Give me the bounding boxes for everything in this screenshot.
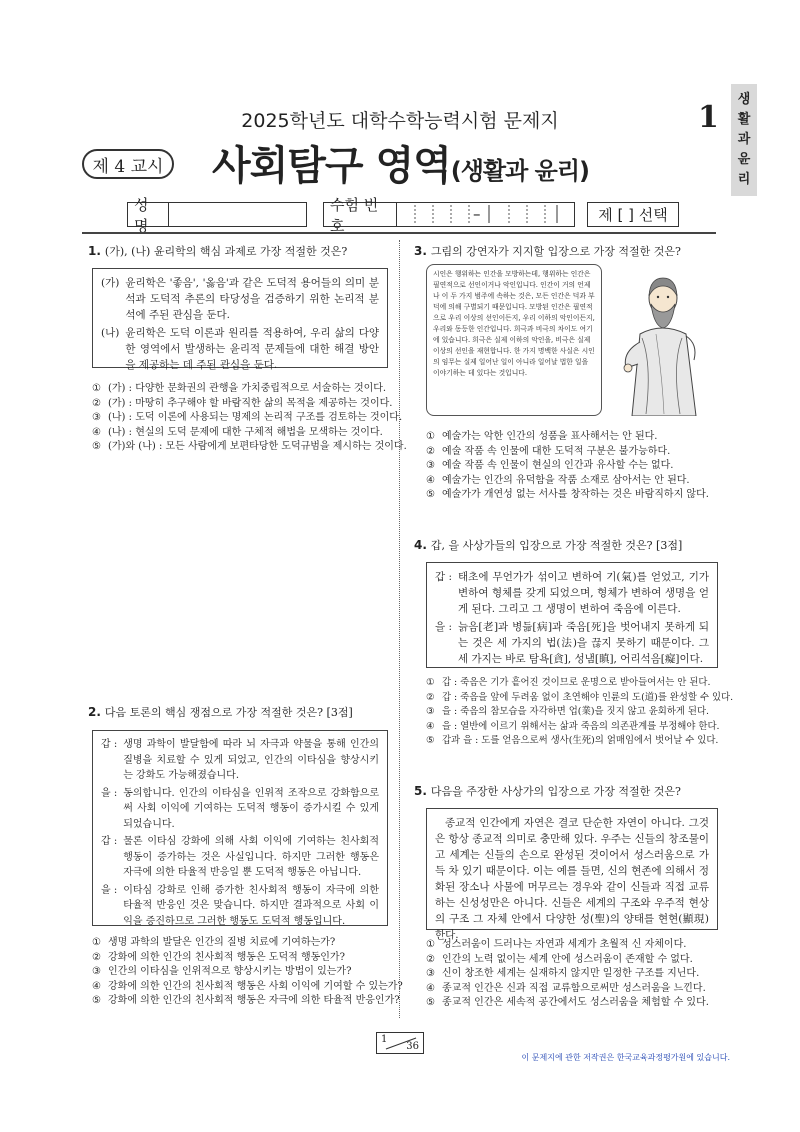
question-number: 3. bbox=[414, 244, 427, 258]
question-number: 1. bbox=[88, 244, 101, 258]
question-2-prompt bbox=[88, 705, 388, 720]
lecturer-figure-illustration bbox=[612, 264, 714, 416]
side-tab-char: 생 bbox=[737, 92, 751, 107]
question-text: 다음 토론의 핵심 쟁점으로 가장 적절한 것은? [3점] bbox=[104, 706, 353, 719]
answer-choice[interactable] bbox=[92, 411, 403, 426]
answer-choice[interactable] bbox=[426, 720, 726, 735]
passage-tag: 을 : bbox=[435, 621, 453, 633]
choice-mark: ③ bbox=[426, 706, 435, 717]
answer-choice[interactable] bbox=[426, 996, 726, 1011]
lecturer-speech-bubble: 시인은 행위하는 인간을 모방하는데, 행위하는 인간은 필연적으로 선인이거나 악인입니다. 인간이 거의 언제나 이 두 가지 범주에 속하는 것은, 모든 인간은 덕과 부덕에 의해 구별되기 때문입니다. 모방된 인간은 필연적으로 우리 이상의 선인이든지, 우리 이하의 악인이든지, 우리와 동등한 인간입니다. 희극과 비극의 차이도 여기에 있습니다. 희극은 실제 이하의 악인을, 비극은 실제 이상의 선인을 재현합니다. 한 가지 명백한 사실은 시인의 임무는 실제 일어난 일이 아니라 일어날 법한 일을 이야기하는 데 있다는 것입니다. bbox=[426, 264, 602, 416]
choice-text: (나) : 도덕 이론에 사용되는 명제의 논리적 구조를 검토하는 것이다. bbox=[108, 412, 403, 423]
question-text: (가), (나) 윤리학의 핵심 과제로 가장 적절한 것은? bbox=[104, 245, 348, 258]
choice-mark: ① bbox=[426, 939, 435, 950]
question-5-prompt bbox=[414, 784, 724, 799]
passage-text: 윤리학은 '좋음', '옳음'과 같은 도덕적 용어들의 의미 분석과 도덕적 추론의 타당성을 검증하기 위한 논리적 분석에 주된 관심을 둔다. bbox=[125, 277, 379, 321]
question-5-choices bbox=[426, 938, 726, 1011]
passage-tag: (나) bbox=[101, 327, 120, 339]
answer-choice[interactable] bbox=[426, 474, 726, 489]
passage-text: 태초에 무언가가 섞이고 변하여 기(氣)를 얻었고, 기가 변하여 형체를 갖게 되었으며, 형체가 변하여 생명을 얻게 된다. 그리고 그 생명이 변하여 죽음에 이른다. bbox=[458, 571, 709, 615]
side-tab-char: 리 bbox=[737, 172, 751, 187]
exam-no-dash: – bbox=[473, 205, 481, 223]
question-text: 갑, 을 사상가들의 입장으로 가장 적절한 것은? [3점] bbox=[430, 539, 683, 552]
candidate-info-bar bbox=[127, 195, 679, 235]
page-total: 36 bbox=[406, 1041, 419, 1052]
choice-mark: ③ bbox=[426, 460, 435, 471]
subject-main: 사회탐구 영역 bbox=[212, 143, 451, 189]
passage-row bbox=[101, 325, 379, 373]
passage-row bbox=[435, 569, 709, 617]
answer-choice[interactable] bbox=[92, 397, 392, 412]
page-current: 1 bbox=[381, 1034, 388, 1045]
exam-no-label-cell bbox=[323, 195, 397, 235]
name-label-cell bbox=[127, 195, 169, 235]
question-3-choices bbox=[426, 430, 726, 503]
choice-text: 강화에 의한 인간의 친사회적 행동은 사회 이익에 기여할 수 있는가? bbox=[108, 980, 403, 992]
answer-choice[interactable] bbox=[426, 459, 726, 474]
choice-text: 예술가는 인간의 유덕함을 작품 소재로 삼아서는 안 된다. bbox=[442, 474, 690, 486]
passage-text: 이타심 강화로 인해 증가한 친사회적 행동이 자극에 의한 타율적 반응인 것은 맞습니다. 하지만 결과적으로 사회 이익을 증진하므로 그러한 행동도 도덕적 행동입니다. bbox=[123, 884, 379, 927]
choice-mark: ③ bbox=[92, 412, 101, 423]
passage-row bbox=[101, 883, 379, 930]
question-1-passage bbox=[92, 268, 388, 371]
passage-text: 동의합니다. 인간의 이타심을 인위적 조작으로 강화함으로써 사회 이익에 기여하는 도덕적 행동이 증가시킬 수 있게 되었습니다. bbox=[123, 787, 379, 830]
question-text: 그림의 강연자가 지지할 입장으로 가장 적절한 것은? bbox=[430, 245, 681, 258]
side-tab-char: 활 bbox=[737, 112, 751, 127]
choice-mark: ② bbox=[92, 397, 101, 409]
choice-text: (나) : 현실의 도덕 문제에 대한 구체적 해법을 모색하는 것이다. bbox=[108, 426, 383, 438]
choice-mark: ④ bbox=[426, 982, 435, 994]
choice-text: 갑과 을 : 도를 얻음으로써 생사(生死)의 얽매임에서 벗어날 수 있다. bbox=[442, 735, 719, 746]
question-number: 4. bbox=[414, 538, 427, 552]
answer-choice[interactable] bbox=[92, 965, 392, 980]
choice-text: 을 : 죽음의 참모습을 자각하면 업(業)을 짓지 않고 윤회하게 된다. bbox=[442, 706, 710, 717]
passage-text: 물론 이타심 강화에 의해 사회 이익에 기여하는 친사회적 행동이 증가하는 것은 사실입니다. 하지만 그러한 행동은 자극에 의한 타율적 반응일 뿐 도덕적 행동은 아닙니다. bbox=[123, 836, 379, 878]
passage-tag: 갑 : bbox=[435, 571, 453, 583]
answer-choice[interactable] bbox=[426, 691, 734, 706]
side-tab-char: 과 bbox=[737, 132, 751, 147]
passage-tag: 갑 : bbox=[101, 836, 118, 847]
choice-text: 예술가는 악한 인간의 성품을 표사해서는 안 된다. bbox=[442, 431, 658, 442]
choice-mark: ④ bbox=[426, 474, 435, 486]
choice-mark: ② bbox=[92, 951, 101, 963]
passage-text: 늙음[老]과 병듦[病]과 죽음[死]을 벗어내지 못하게 되는 것은 세 가지의 법(法)을 끊지 못하기 때문이다. 그 세 가지는 바로 탐욕[貪], 성냄[瞋], 어리석음[癡]이다. bbox=[458, 621, 709, 665]
question-4-prompt bbox=[414, 538, 724, 553]
choice-text: 종교적 인간은 세속적 공간에서도 성스러움을 체험할 수 있다. bbox=[442, 997, 709, 1008]
choice-text: 강화에 의한 인간의 친사회적 행동은 자극에 의한 타율적 반응인가? bbox=[108, 995, 400, 1006]
passage-tag: (가) bbox=[101, 277, 120, 289]
name-field[interactable] bbox=[169, 202, 307, 227]
choice-text: 종교적 인간은 신과 직접 교류함으로써만 성스러움을 느낀다. bbox=[442, 982, 706, 994]
answer-choice[interactable] bbox=[426, 938, 726, 953]
choice-mark: ① bbox=[426, 677, 435, 688]
exam-no-digit-slots bbox=[397, 203, 575, 225]
elective-select-label: 제 [ ] 선택 bbox=[598, 206, 668, 224]
passage-tag: 갑 : bbox=[101, 739, 118, 750]
choice-mark: ② bbox=[426, 953, 435, 965]
passage-row bbox=[101, 786, 379, 833]
choice-mark: ③ bbox=[426, 968, 435, 979]
choice-mark: ⑤ bbox=[426, 489, 435, 500]
page-number: 1 bbox=[698, 100, 719, 135]
page-indicator bbox=[376, 1032, 424, 1054]
choice-text: 을 : 열반에 이르기 위해서는 삶과 죽음의 의존관계를 부정해야 한다. bbox=[442, 720, 720, 732]
answer-choice[interactable] bbox=[426, 967, 726, 982]
question-4-choices bbox=[426, 676, 734, 749]
exam-no-field[interactable] bbox=[397, 202, 575, 227]
answer-choice[interactable] bbox=[92, 994, 400, 1009]
choice-text: (가)와 (나) : 모든 사람에게 보편타당한 도덕규범을 제시하는 것이다. bbox=[108, 441, 407, 452]
choice-text: 인간의 노력 없이는 세계 안에 성스러움이 존재할 수 없다. bbox=[442, 953, 693, 965]
choice-text: 성스러움이 드러나는 자연과 세계가 초월적 신 자체이다. bbox=[442, 939, 687, 950]
subject-title bbox=[212, 134, 589, 191]
choice-mark: ② bbox=[426, 445, 435, 457]
question-number: 2. bbox=[88, 705, 101, 719]
passage-row bbox=[101, 737, 379, 784]
exam-no-label: 수험 번호 bbox=[330, 195, 379, 235]
passage-text: 윤리학은 도덕 이론과 원리를 적용하여, 우리 삶의 다양한 영역에서 발생하는 윤리적 문제들에 대한 해결 방안을 제공하는 데 주된 관심을 둔다. bbox=[125, 327, 379, 371]
choice-mark: ⑤ bbox=[426, 735, 435, 746]
choice-text: (가) : 다양한 문화권의 관행을 가치중립적으로 서술하는 것이다. bbox=[108, 383, 387, 394]
passage-tag: 을 : bbox=[101, 787, 118, 799]
exam-title: 2025학년도 대학수학능력시험 문제지 bbox=[241, 110, 559, 132]
question-1-prompt bbox=[88, 244, 388, 259]
choice-mark: ④ bbox=[92, 426, 101, 438]
side-tab-char: 윤 bbox=[737, 152, 751, 167]
question-5-passage: 종교적 인간에게 자연은 결코 단순한 자연이 아니다. 그것은 항상 종교적 의미로 충만해 있다. 우주는 신들의 창조물이고 세계는 신들의 손으로 완성된 것이어서 성스러움으로 가득 차 있기 때문이다. 이는 예를 들면, 신의 현존에 의해서 정화된 장소나 사물에 머무르는 경우와 같이 신들과 직접 교류하는 신성성만은 아니다. 신들은 세계의 구조와 우주적 현상의 구조 그 자체 안에서 다양한 성(聖)의 양태를 현현(顯現)한다. bbox=[426, 808, 718, 930]
choice-mark: ④ bbox=[92, 980, 101, 992]
name-label: 성명 bbox=[134, 195, 149, 235]
choice-mark: ① bbox=[426, 431, 435, 442]
choice-text: 강화에 의한 인간의 친사회적 행동은 도덕적 행동인가? bbox=[108, 951, 345, 963]
passage-row bbox=[101, 275, 379, 323]
answer-choice[interactable] bbox=[426, 953, 726, 968]
answer-choice[interactable] bbox=[426, 705, 726, 720]
choice-mark: ④ bbox=[426, 720, 435, 732]
header-rule bbox=[82, 232, 716, 234]
choice-text: 갑 : 죽음을 앞에 두려움 없이 초연해야 인륜의 도(道)를 완성할 수 있다. bbox=[442, 691, 734, 703]
answer-choice[interactable] bbox=[92, 382, 392, 397]
choice-mark: ⑤ bbox=[426, 997, 435, 1008]
question-4-passage bbox=[426, 562, 718, 668]
column-divider bbox=[399, 240, 400, 1018]
answer-choice[interactable] bbox=[92, 936, 392, 951]
question-text: 다음을 주장한 사상가의 입장으로 가장 적절한 것은? bbox=[430, 785, 681, 798]
answer-choice[interactable] bbox=[92, 951, 392, 966]
choice-mark: ① bbox=[92, 937, 101, 948]
subject-sub: (생활과 윤리) bbox=[450, 157, 589, 185]
answer-choice[interactable] bbox=[92, 980, 403, 995]
question-1-choices bbox=[92, 382, 407, 455]
passage-row bbox=[101, 834, 379, 881]
passage-tag: 을 : bbox=[101, 884, 118, 896]
choice-mark: ③ bbox=[92, 966, 101, 977]
choice-mark: ① bbox=[92, 383, 101, 394]
answer-choice[interactable] bbox=[426, 488, 726, 503]
question-3-illustration bbox=[426, 264, 718, 416]
choice-text: 신이 창조한 세계는 실재하지 않지만 일정한 구조를 지닌다. bbox=[442, 968, 700, 979]
period-badge: 제 4 교시 bbox=[82, 149, 174, 179]
subject-side-tab bbox=[731, 84, 757, 196]
choice-mark: ⑤ bbox=[92, 995, 101, 1006]
passage-row bbox=[435, 619, 709, 667]
answer-choice[interactable] bbox=[426, 734, 726, 749]
passage-text: 생명 과학이 발달함에 따라 뇌 자극과 약물을 통해 인간의 질병을 치료할 수 있게 되었고, 인간의 이타심을 향상시키는 강화도 가능해졌습니다. bbox=[123, 739, 379, 781]
answer-choice[interactable] bbox=[426, 676, 726, 691]
elective-select-field[interactable] bbox=[587, 202, 679, 227]
question-number: 5. bbox=[414, 784, 427, 798]
choice-text: 생명 과학의 발달은 인간의 질병 치료에 기여하는가? bbox=[108, 937, 336, 948]
question-2-choices bbox=[92, 936, 403, 1009]
choice-mark: ② bbox=[426, 691, 435, 703]
answer-choice[interactable] bbox=[426, 445, 726, 460]
choice-text: 예술 작품 속 인물이 현실의 인간과 유사할 수는 없다. bbox=[442, 460, 674, 471]
choice-text: 갑 : 죽음은 기가 흩어진 것이므로 운명으로 받아들여서는 안 된다. bbox=[442, 677, 711, 688]
answer-choice[interactable] bbox=[426, 982, 726, 997]
choice-text: 예술 작품 속 인물에 대한 도덕적 구분은 불가능하다. bbox=[442, 445, 671, 457]
question-3-prompt bbox=[414, 244, 724, 259]
answer-choice[interactable] bbox=[92, 440, 407, 455]
choice-mark: ⑤ bbox=[92, 441, 101, 452]
choice-text: 예술가가 개연성 없는 서사를 창작하는 것은 바람직하지 않다. bbox=[442, 489, 709, 500]
choice-text: 인간의 이타심을 인위적으로 향상시키는 방법이 있는가? bbox=[108, 966, 352, 977]
choice-text: (가) : 마땅히 추구해야 할 바람직한 삶의 목적을 제공하는 것이다. bbox=[108, 397, 393, 409]
answer-choice[interactable] bbox=[92, 426, 392, 441]
answer-choice[interactable] bbox=[426, 430, 726, 445]
copyright-notice: 이 문제지에 관한 저작권은 한국교육과정평가원에 있습니다. bbox=[521, 1053, 730, 1062]
question-2-passage bbox=[92, 730, 388, 926]
